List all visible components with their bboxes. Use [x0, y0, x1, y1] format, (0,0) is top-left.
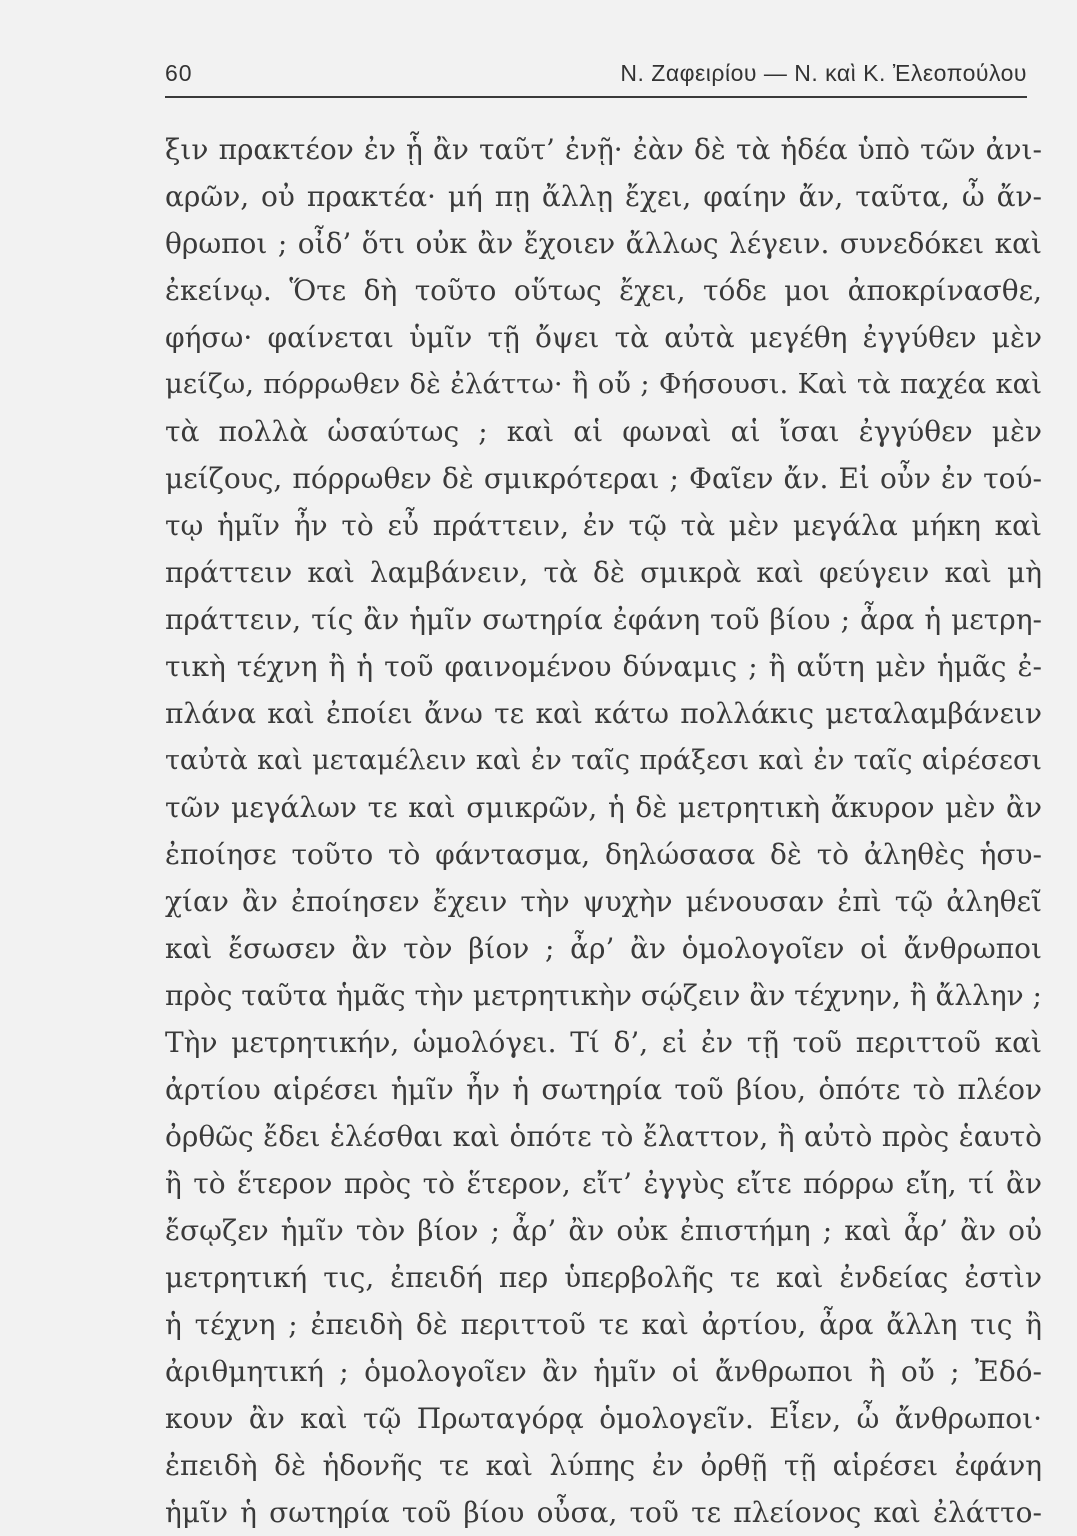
text-line: καὶ ἔσωσεν ἂν τὸν βίον ; ἆρ’ ἂν ὁμολογοῖεν οἱ ἄνθρωποι [165, 932, 1042, 965]
text-line: πρὸς ταῦτα ἡμᾶς τὴν μετρητικὴν σῴζειν ἂν τέχνην, ἢ ἄλλην ; [165, 979, 1042, 1012]
text-line: ἐκείνῳ. Ὅτε δὴ τοῦτο οὕτως ἔχει, τόδε μοι ἀποκρίνασθε, [165, 274, 1042, 307]
text-line: πράττειν, τίς ἂν ἡμῖν σωτηρία ἐφάνη τοῦ βίου ; ἆρα ἡ μετρη- [165, 603, 1042, 636]
text-line: ἀριθμητική ; ὁμολογοῖεν ἂν ἡμῖν οἱ ἄνθρωποι ἢ οὔ ; Ἐδό- [165, 1355, 1042, 1388]
text-line: τὰ πολλὰ ὡσαύτως ; καὶ αἱ φωναὶ αἱ ἴσαι ἐγγύθεν μὲν [165, 415, 1042, 448]
text-line: ἔσῳζεν ἡμῖν τὸν βίον ; ἆρ’ ἂν οὐκ ἐπιστήμη ; καὶ ἆρ’ ἂν οὐ [165, 1214, 1042, 1247]
text-line: χίαν ἂν ἐποίησεν ἔχειν τὴν ψυχὴν μένουσαν ἐπὶ τῷ ἀληθεῖ [165, 885, 1042, 918]
body-text [165, 126, 1042, 1536]
text-line: Τὴν μετρητικήν, ὡμολόγει. Τί δ’, εἰ ἐν τῇ τοῦ περιττοῦ καὶ [165, 1026, 1042, 1059]
text-line: θρωποι ; οἶδ’ ὅτι οὐκ ἂν ἔχοιεν ἄλλως λέγειν. συνεδόκει καὶ [165, 227, 1042, 260]
text-line: τῳ ἡμῖν ἦν τὸ εὖ πράττειν, ἐν τῷ τὰ μὲν μεγάλα μήκη καὶ [165, 509, 1042, 542]
text-line: ὀρθῶς ἔδει ἑλέσθαι καὶ ὁπότε τὸ ἔλαττον, ἢ αὐτὸ πρὸς ἑαυτὸ [165, 1120, 1042, 1153]
text-line: ταὐτὰ καὶ μεταμέλειν καὶ ἐν ταῖς πράξεσι καὶ ἐν ταῖς αἱρέσεσι [165, 745, 1042, 776]
text-line: ἡμῖν ἡ σωτηρία τοῦ βίου οὖσα, τοῦ τε πλείονος καὶ ἐλάττο- [165, 1496, 1042, 1529]
text-line: μετρητική τις, ἐπειδή περ ὑπερβολῆς τε καὶ ἐνδείας ἐστὶν [165, 1261, 1042, 1294]
text-line: τικὴ τέχνη ἢ ἡ τοῦ φαινομένου δύναμις ; ἢ αὕτη μὲν ἡμᾶς ἐ- [165, 650, 1042, 683]
text-line: μείζους, πόρρωθεν δὲ σμικρότεραι ; Φαῖεν ἄν. Εἰ οὖν ἐν τού- [165, 462, 1042, 495]
text-line: ἀρτίου αἱρέσει ἡμῖν ἦν ἡ σωτηρία τοῦ βίου, ὁπότε τὸ πλέον [165, 1073, 1042, 1106]
text-line: μείζω, πόρρωθεν δὲ ἐλάττω· ἢ οὔ ; Φήσουσι. Καὶ τὰ παχέα καὶ [165, 368, 1042, 400]
page-header [165, 60, 1027, 100]
text-line: ἢ τὸ ἕτερον πρὸς τὸ ἕτερον, εἴτ’ ἐγγὺς εἴτε πόρρω εἴη, τί ἂν [165, 1167, 1042, 1200]
header-rule [165, 96, 1027, 98]
text-line: τῶν μεγάλων τε καὶ σμικρῶν, ἡ δὲ μετρητικὴ ἄκυρον μὲν ἂν [165, 791, 1042, 824]
text-line: ξιν πρακτέον ἐν ᾗ ἂν ταῦτ’ ἐνῇ· ἐὰν δὲ τὰ ἡδέα ὑπὸ τῶν ἀνι- [165, 133, 1042, 166]
text-line: ἡ τέχνη ; ἐπειδὴ δὲ περιττοῦ τε καὶ ἀρτίου, ἆρα ἄλλη τις ἢ [165, 1308, 1042, 1341]
text-line: φήσω· φαίνεται ὑμῖν τῇ ὄψει τὰ αὐτὰ μεγέθη ἐγγύθεν μὲν [165, 321, 1042, 354]
running-head: Ν. Ζαφειρίου — Ν. καὶ Κ. Ἐλεοπούλου [620, 60, 1027, 86]
page-number: 60 [165, 60, 193, 86]
text-line: πλάνα καὶ ἐποίει ἄνω τε καὶ κάτω πολλάκις μεταλαμβάνειν [165, 697, 1042, 730]
text-line: κουν ἂν καὶ τῷ Πρωταγόρᾳ ὁμολογεῖν. Εἶεν, ὦ ἄνθρωποι· [165, 1402, 1042, 1435]
text-line: ἐπειδὴ δὲ ἡδονῆς τε καὶ λύπης ἐν ὀρθῇ τῇ αἱρέσει ἐφάνη [165, 1449, 1042, 1482]
text-line: ἐποίησε τοῦτο τὸ φάντασμα, δηλώσασα δὲ τὸ ἀληθὲς ἡσυ- [165, 838, 1042, 871]
text-line: πράττειν καὶ λαμβάνειν, τὰ δὲ σμικρὰ καὶ φεύγειν καὶ μὴ [165, 556, 1042, 589]
text-line: αρῶν, οὐ πρακτέα· μή πῃ ἄλλῃ ἔχει, φαίην ἄν, ταῦτα, ὦ ἄν- [165, 180, 1042, 213]
